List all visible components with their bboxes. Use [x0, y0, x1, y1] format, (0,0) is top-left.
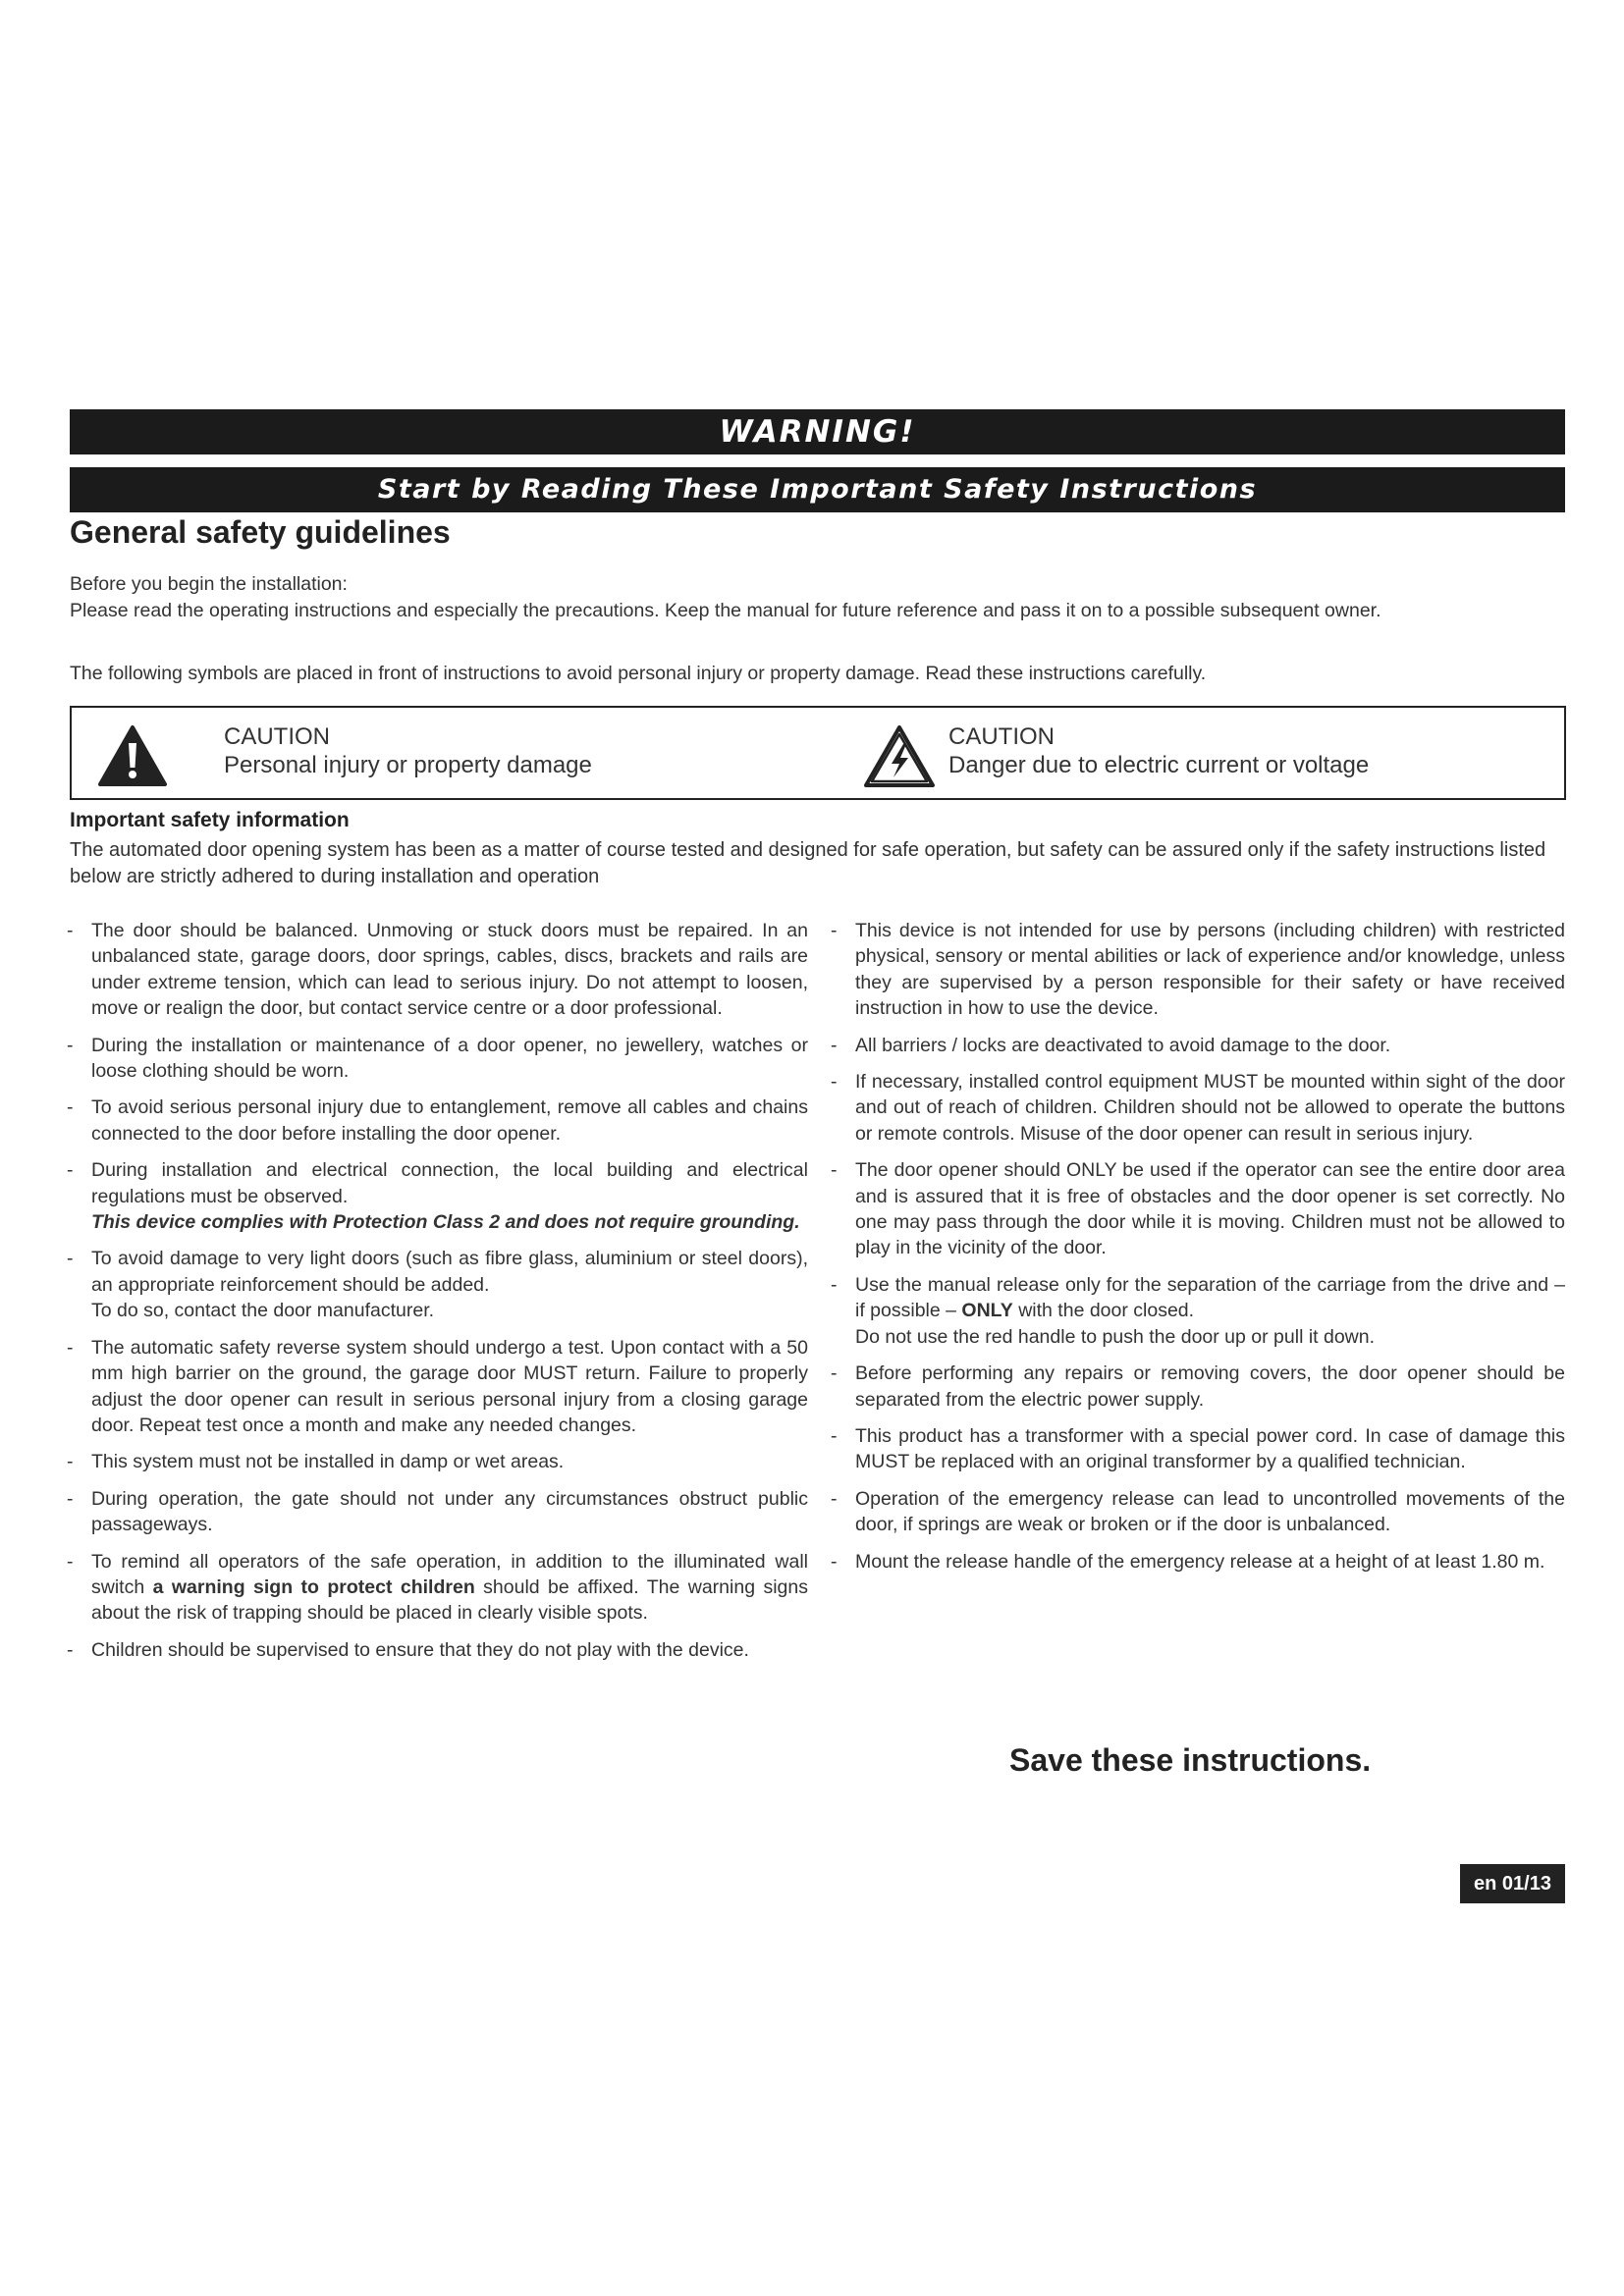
list-item: - Before performing any repairs or removing covers, the door opener should be separated from the electric power supply.: [831, 1362, 1565, 1411]
list-item: - The door opener should ONLY be used if the operator can see the entire door area and is assured that it is free of obstacles and the door opener is set correctly. No one may pass through the door while it is moving. Children must not be allowed to play in the vicinity of the door.: [831, 1159, 1565, 1259]
list-item: - To remind all operators of the safe operation, in addition to the illuminated wall switch a warning sign to protect children should be affixed. The warning signs about the risk of trapping should be placed in clearly visible spots.: [67, 1550, 808, 1625]
protection-class-note: This device complies with Protection Class 2 and does not require grounding.: [91, 1211, 800, 1234]
right-instruction-column: [831, 918, 1565, 1585]
intro-line-3: The following symbols are placed in front of instructions to avoid personal injury or property damage. Read these instructions carefully.: [70, 663, 1207, 684]
warning-banner: WARNING!: [70, 409, 1565, 454]
list-item: - Operation of the emergency release can lead to uncontrolled movements of the door, if springs are weak or broken or if the door is unbalanced.: [831, 1487, 1565, 1536]
left-instruction-column: [67, 918, 808, 1674]
list-item: - All barriers / locks are deactivated to avoid damage to the door.: [831, 1034, 1391, 1056]
caution-symbol-right: [781, 708, 1468, 798]
list-item: - During the installation or maintenance of a door opener, no jewellery, watches or loose clothing should be worn.: [67, 1034, 808, 1083]
caution-exclamation-icon: [97, 724, 168, 787]
list-item: - Use the manual release only for the separation of the carriage from the drive and – if possible – ONLY with the door closed. Do not use the red handle to push the door up or pull it down.: [831, 1273, 1565, 1348]
intro-line-1: Before you begin the installation:: [70, 573, 348, 595]
list-item: - The door should be balanced. Unmoving or stuck doors must be repaired. In an unbalanced state, garage doors, door springs, cables, discs, brackets and rails are under extreme tension, which can lead to serious injury. Do not attempt to loosen, move or realign the door, but contact service centre or a door professional.: [67, 920, 808, 1020]
list-item: - During operation, the gate should not under any circumstances obstruct public passageways.: [67, 1487, 808, 1536]
caution-description: Danger due to electric current or voltage: [948, 752, 1370, 778]
list-item: - If necessary, installed control equipment MUST be mounted within sight of the door and out of reach of children. Children should not be allowed to operate the buttons or remote controls. Misuse of the door opener can result in serious injury.: [831, 1071, 1565, 1145]
caution-title: CAUTION: [948, 723, 1055, 750]
list-item: - To avoid serious personal injury due to entanglement, remove all cables and chains connected to the door before installing the door opener.: [67, 1096, 808, 1145]
list-item: - Mount the release handle of the emergency release at a height of at least 1.80 m.: [831, 1550, 1545, 1573]
caution-title: CAUTION: [224, 723, 330, 750]
electric-hazard-icon: [863, 724, 936, 789]
caution-description: Personal injury or property damage: [224, 752, 592, 778]
list-item: - This device is not intended for use by persons (including children) with restricted physical, sensory or mental abilities or lack of experience and/or knowledge, unless they are supervised by a person responsible for their safety or have received instruction in how to use the device.: [831, 920, 1565, 1020]
list-item: - Children should be supervised to ensure that they do not play with the device.: [67, 1638, 749, 1661]
page-code-badge: en 01/13: [1460, 1864, 1565, 1903]
important-safety-heading: Important safety information: [70, 809, 350, 831]
intro-line-2: Please read the operating instructions and especially the precautions. Keep the manual for future reference and pass it on to a possible subsequent owner.: [70, 600, 1381, 621]
page-title: General safety guidelines: [70, 514, 451, 550]
subtitle-banner: Start by Reading These Important Safety Instructions: [70, 467, 1565, 512]
save-instructions-heading: Save these instructions.: [1009, 1742, 1372, 1778]
caution-symbol-left: [97, 708, 686, 798]
list-item: - During installation and electrical connection, the local building and electrical regulations must be observed. This device complies with Protection Class 2 and does not require grounding.: [67, 1159, 808, 1234]
list-item: - To avoid damage to very light doors (such as fibre glass, aluminium or steel doors), an appropriate reinforcement should be added. To do so, contact the door manufacturer.: [67, 1248, 808, 1322]
list-item: - This system must not be installed in damp or wet areas.: [67, 1451, 565, 1473]
list-item: - The automatic safety reverse system should undergo a test. Upon contact with a 50 mm high barrier on the ground, the garage door MUST return. Failure to properly adjust the door opener can result in serious personal injury from a closing garage door. Repeat test once a month and make any needed changes.: [67, 1336, 808, 1436]
important-safety-text: The automated door opening system has been as a matter of course tested and designed for safe operation, but safety can be assured only if the safety instructions listed below are strictly adhered to during installation and operation: [70, 839, 1546, 887]
list-item: - This product has a transformer with a special power cord. In case of damage this MUST be replaced with an original transformer by a qualified technician.: [831, 1424, 1565, 1473]
symbols-box: [70, 706, 1566, 800]
